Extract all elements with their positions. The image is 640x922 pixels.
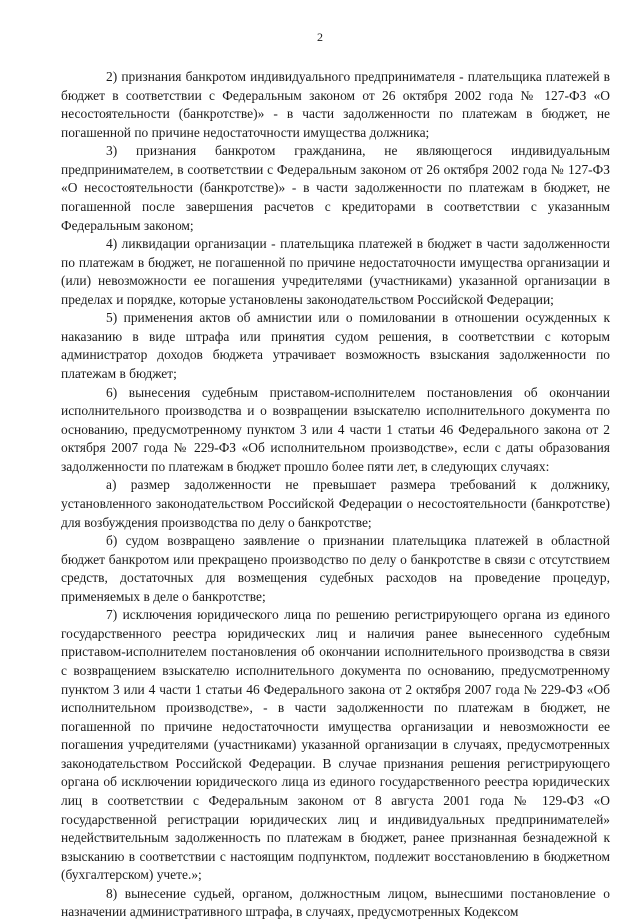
paragraph-item-6: 6) вынесения судебным приставом-исполнителем постановления об окончании исполнительного производства и о возвращении взыскателю исполнительного документа по основанию, предусмотренному пунктом 3 или 4 части 1 статьи 46 Федерального закона от 2 октября 2007 года № 229-ФЗ «Об исполнительном производстве», если с даты образования задолженности по платежам в бюджет прошло более пяти лет, в следующих случаях: <box>61 384 610 474</box>
paragraph-subitem-b: б) судом возвращено заявление о признании плательщика платежей в областной бюджет банкротом или прекращено производство по делу о банкротстве в связи с отсутствием средств, достаточных для возмещения судебных расходов на проведение процедур, применяемых в деле о банкротстве; <box>61 533 610 604</box>
paragraph-subitem-a: а) размер задолженности не превышает размера требований к должнику, установленного законодательством Российской Федерации о несостоятельности (банкротстве) для возбуждения производства по делу о банкротстве; <box>61 477 610 530</box>
paragraph-item-3: 3) признания банкротом гражданина, не являющегося индивидуальным предпринимателем, в соответствии с Федеральным законом от 26 октября 2002 года № 127-ФЗ «О несостоятельности (банкротстве)» - в части задолженности по платежам в бюджет, не погашенной после завершения расчетов с кредиторами в соответствии с указанным Федеральным законом; <box>61 143 610 233</box>
paragraph-item-5: 5) применения актов об амнистии или о помиловании в отношении осужденных к наказанию в виде штрафа или принятия судом решения, в соответствии с которым администратор доходов бюджета утрачивает возможность взыскания задолженности по платежам в бюджет; <box>61 310 610 381</box>
paragraph-item-2: 2) признания банкротом индивидуального предпринимателя - плательщика платежей в бюджет в соответствии с Федеральным законом от 26 октября 2002 года № 127-ФЗ «О несостоятельности (банкротстве)» - в части задолженности по платежам в бюджет, не погашенной по причине недостаточности имущества должника; <box>61 69 610 140</box>
paragraph-item-4: 4) ликвидации организации - плательщика платежей в бюджет в части задолженности по платежам в бюджет, не погашенной по причине недостаточности имущества организации и (или) невозможности ее погашения учредителями (участниками) указанной организации в пределах и порядке, которые установлены законодательством Российской Федерации; <box>61 236 610 307</box>
document-body <box>61 68 610 922</box>
paragraph-item-7: 7) исключения юридического лица по решению регистрирующего органа из единого государственного реестра юридических лиц и наличия ранее вынесенного судебным приставом-исполнителем постановления об окончании исполнительного производства в связи с возвращением взыскателю исполнительного документа по основанию, предусмотренному пунктом 3 или 4 части 1 статьи 46 Федерального закона от 2 октября 2007 года № 229-ФЗ «Об исполнительном производстве», - в части задолженности по платежам в бюджет, не погашенной по причине недостаточности имущества организации и невозможности ее погашения учредителями (участниками) указанной организации в случаях, предусмотренных законодательством Российской Федерации. В случае признания решения регистрирующего органа об исключении юридического лица из единого государственного реестра юридических лиц в соответствии с Федеральным законом от 8 августа 2001 года № 129-ФЗ «О государственной регистрации юридических лиц и индивидуальных предпринимателей» недействительным задолженность по платежам в бюджет, ранее признанная безнадежной к взысканию в соответствии с настоящим подпунктом, подлежит восстановлению в бюджетном (бухгалтерском) учете.»; <box>61 607 610 883</box>
paragraph-item-8: 8) вынесение судьей, органом, должностным лицом, вынесшими постановление о назначении административного штрафа, в случаях, предусмотренных Кодексом <box>61 885 610 920</box>
page-number: 2 <box>317 30 323 44</box>
